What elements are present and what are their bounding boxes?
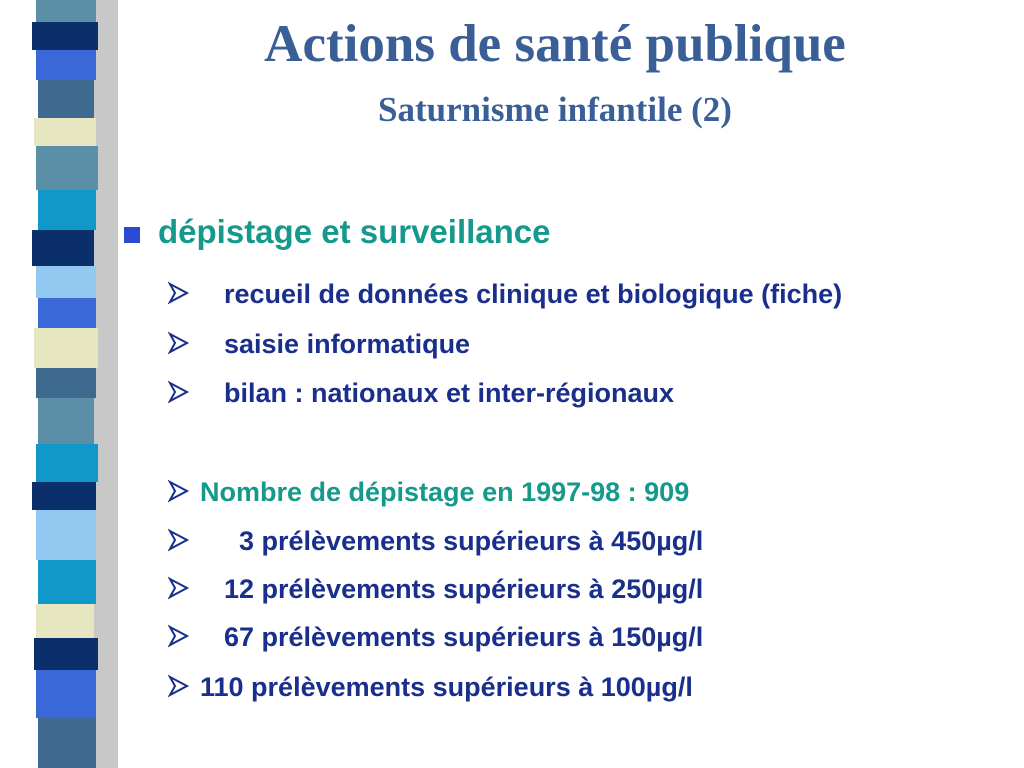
arrow-bullet-icon [168,674,190,698]
stripe-segment [36,670,96,718]
stripe-segment [32,482,96,510]
stripe-segment [38,298,96,328]
square-bullet-icon [124,227,140,243]
stripe-segment [32,230,94,266]
stripe-segment [38,560,96,604]
slide-subtitle: Saturnisme infantile (2) [378,90,732,129]
stripe-segment [36,604,94,638]
list-item: 12 prélèvements supérieurs à 250µg/l [224,574,704,604]
arrow-bullet-icon [168,624,190,648]
list-item: saisie informatique [224,329,471,359]
stripe-segment [34,328,98,368]
arrow-bullet-icon [168,576,190,600]
stripe-segment [38,80,94,118]
arrow-bullet-icon [168,331,190,355]
arrow-bullet-icon [168,528,190,552]
stripe-segment [36,0,96,22]
stripe-segment [34,638,98,670]
stripe-segment [36,444,98,482]
section-heading: dépistage et surveillance [158,213,551,250]
list-item: 67 prélèvements supérieurs à 150µg/l [224,622,704,652]
stripe-segment [36,50,96,80]
list-item: Nombre de dépistage en 1997-98 : 909 [200,477,690,507]
slide-title: Actions de santé publique [264,15,846,73]
arrow-bullet-icon [168,479,190,503]
arrow-bullet-icon [168,281,190,305]
stripe-segment [34,118,96,146]
list-item: bilan : nationaux et inter-régionaux [224,378,675,408]
stripe-segment [36,146,98,190]
stripe-segment [38,718,96,768]
stripe-segment [32,22,98,50]
list-item: 110 prélèvements supérieurs à 100µg/l [200,672,693,702]
stripe-segment [36,266,96,298]
decorative-stripe-band [36,0,96,768]
stripe-segment [36,510,96,560]
stripe-segment [36,368,96,398]
stripe-segment [38,190,96,230]
stripe-segment [38,398,94,444]
list-item: recueil de données clinique et biologique (fiche) [224,279,843,309]
list-item: 3 prélèvements supérieurs à 450µg/l [239,526,704,556]
arrow-bullet-icon [168,380,190,404]
